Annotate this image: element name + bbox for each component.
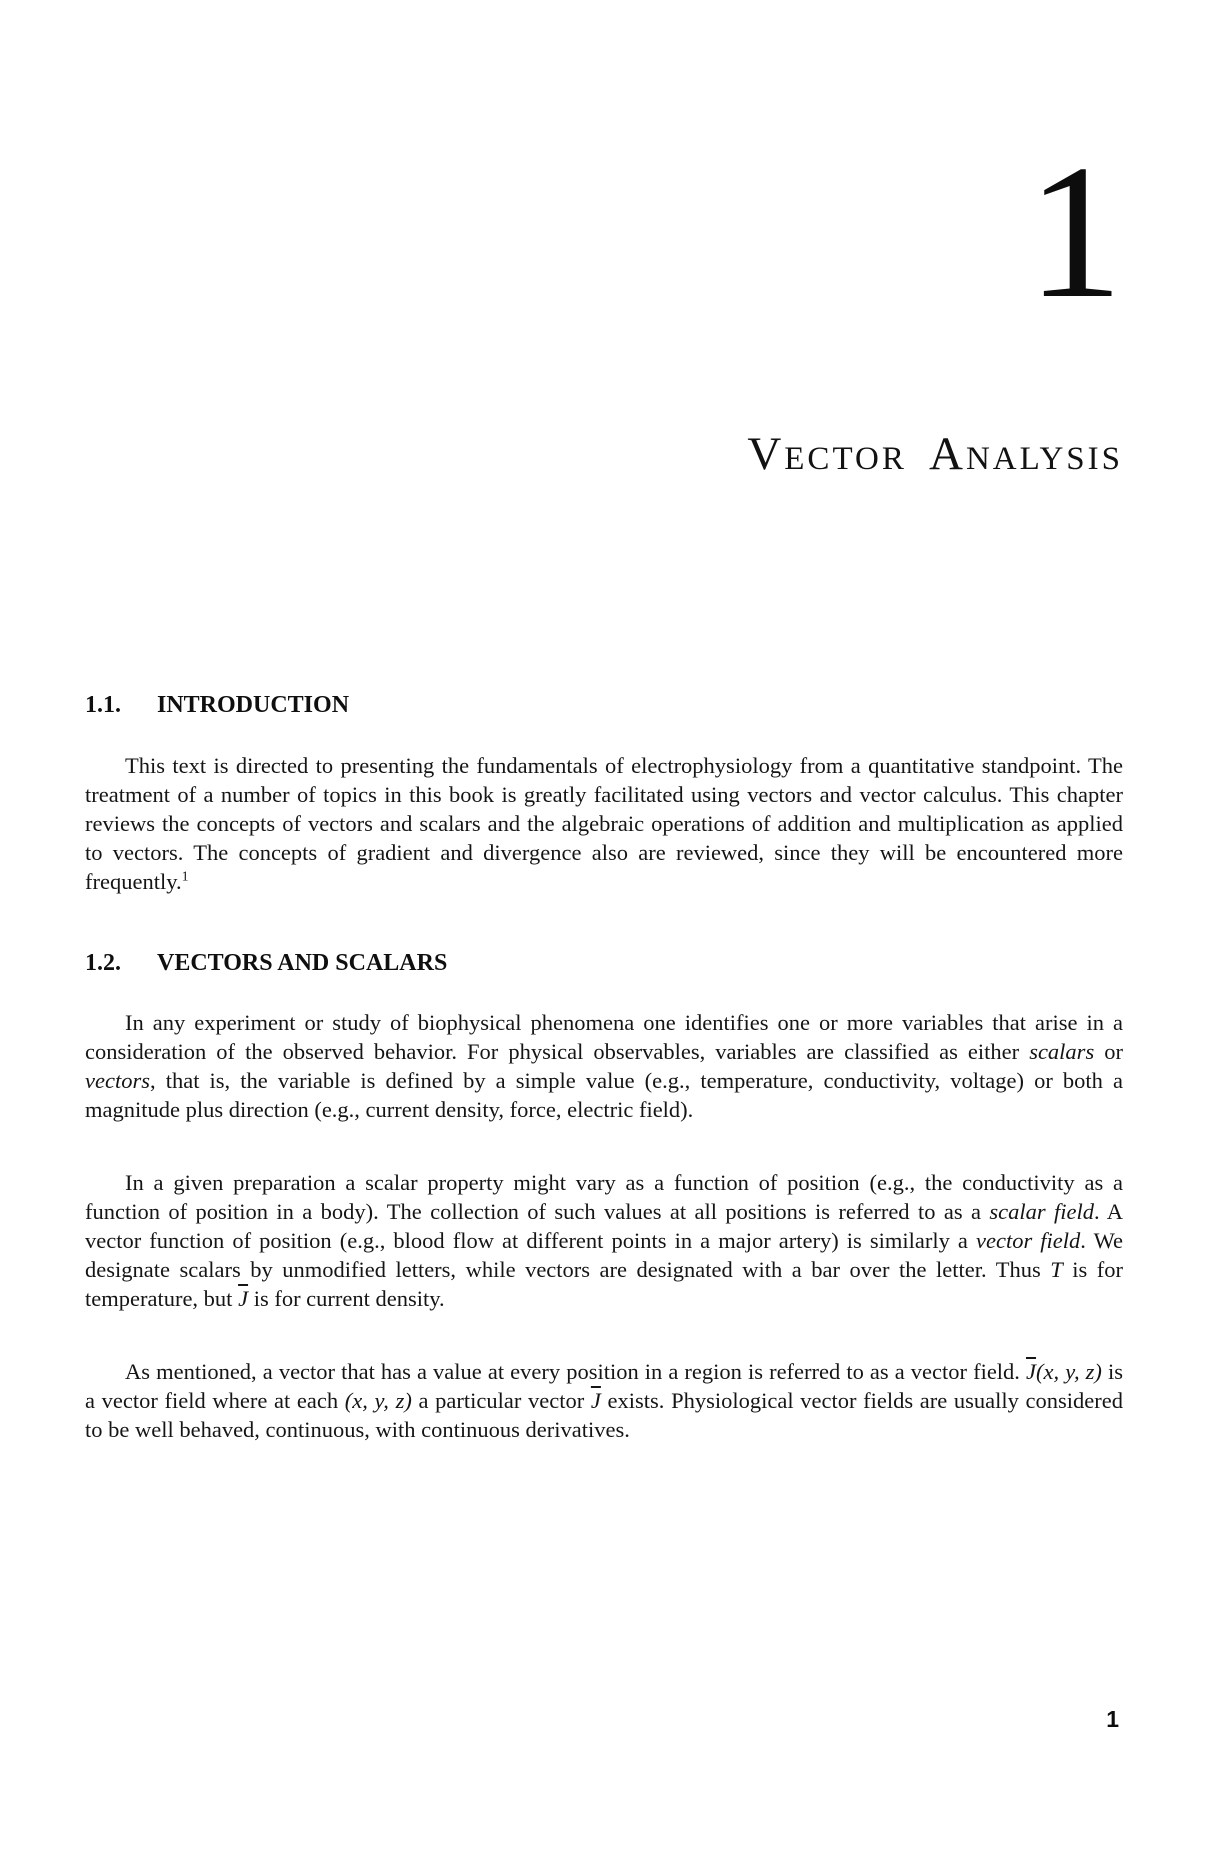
paragraph: In a given preparation a scalar property might vary as a function of position (e.g., the conductivity as a function of position in a body). The collection of such values at all positions is referred to as a scalar field. A vector function of position (e.g., blood flow at different points in a major artery) is similarly a vector field. We designate scalars by unmodified letters, while vectors are designated with a bar over the letter. Thus T is for temperature, but $\overline{J}$ is for current density. <box>85 1169 1123 1311</box>
section-title: INTRODUCTION <box>157 692 350 719</box>
chapter-title: Vector Analysis <box>747 428 1123 481</box>
section-heading <box>85 950 1123 976</box>
page-number: 1 <box>1106 1706 1119 1732</box>
section-number: 1.2. <box>85 949 121 976</box>
section-number: 1.1. <box>85 692 121 719</box>
paragraph: This text is directed to presenting the fundamentals of electrophysiology from a quantitative standpoint. The treatment of a number of topics in this book is greatly facilitated using vectors and vector calculus. This chapter reviews the concepts of vectors and scalars and the algebraic operations of addition and multiplication as applied to vectors. The concepts of gradient and divergence also are reviewed, since they will be encountered more frequently.$^1$ <box>85 752 1123 894</box>
section-heading <box>85 692 1123 718</box>
paragraph: In any experiment or study of biophysical phenomena one identifies one or more variables that arise in a consideration of the observed behavior. For physical observables, variables are classified as either scalars or vectors, that is, the variable is defined by a simple value (e.g., temperature, conductivity, voltage) or both a magnitude plus direction (e.g., current density, force, electric field). <box>85 1009 1124 1122</box>
section-vectors-and-scalars <box>85 950 1123 1444</box>
section-introduction <box>85 692 1123 895</box>
section-title: VECTORS AND SCALARS <box>157 949 448 976</box>
chapter-number: 1 <box>1027 125 1123 338</box>
paragraph: As mentioned, a vector that has a value at every position in a region is referred to as a vector field. $\overline{J}(x$, y, z) is a vector field where at each (x, y, z) a particular vector $\overline{J}$ exists. Physiological vector fields are usually considered to be well behaved, continuous, with continuous derivatives. <box>85 1358 1123 1442</box>
